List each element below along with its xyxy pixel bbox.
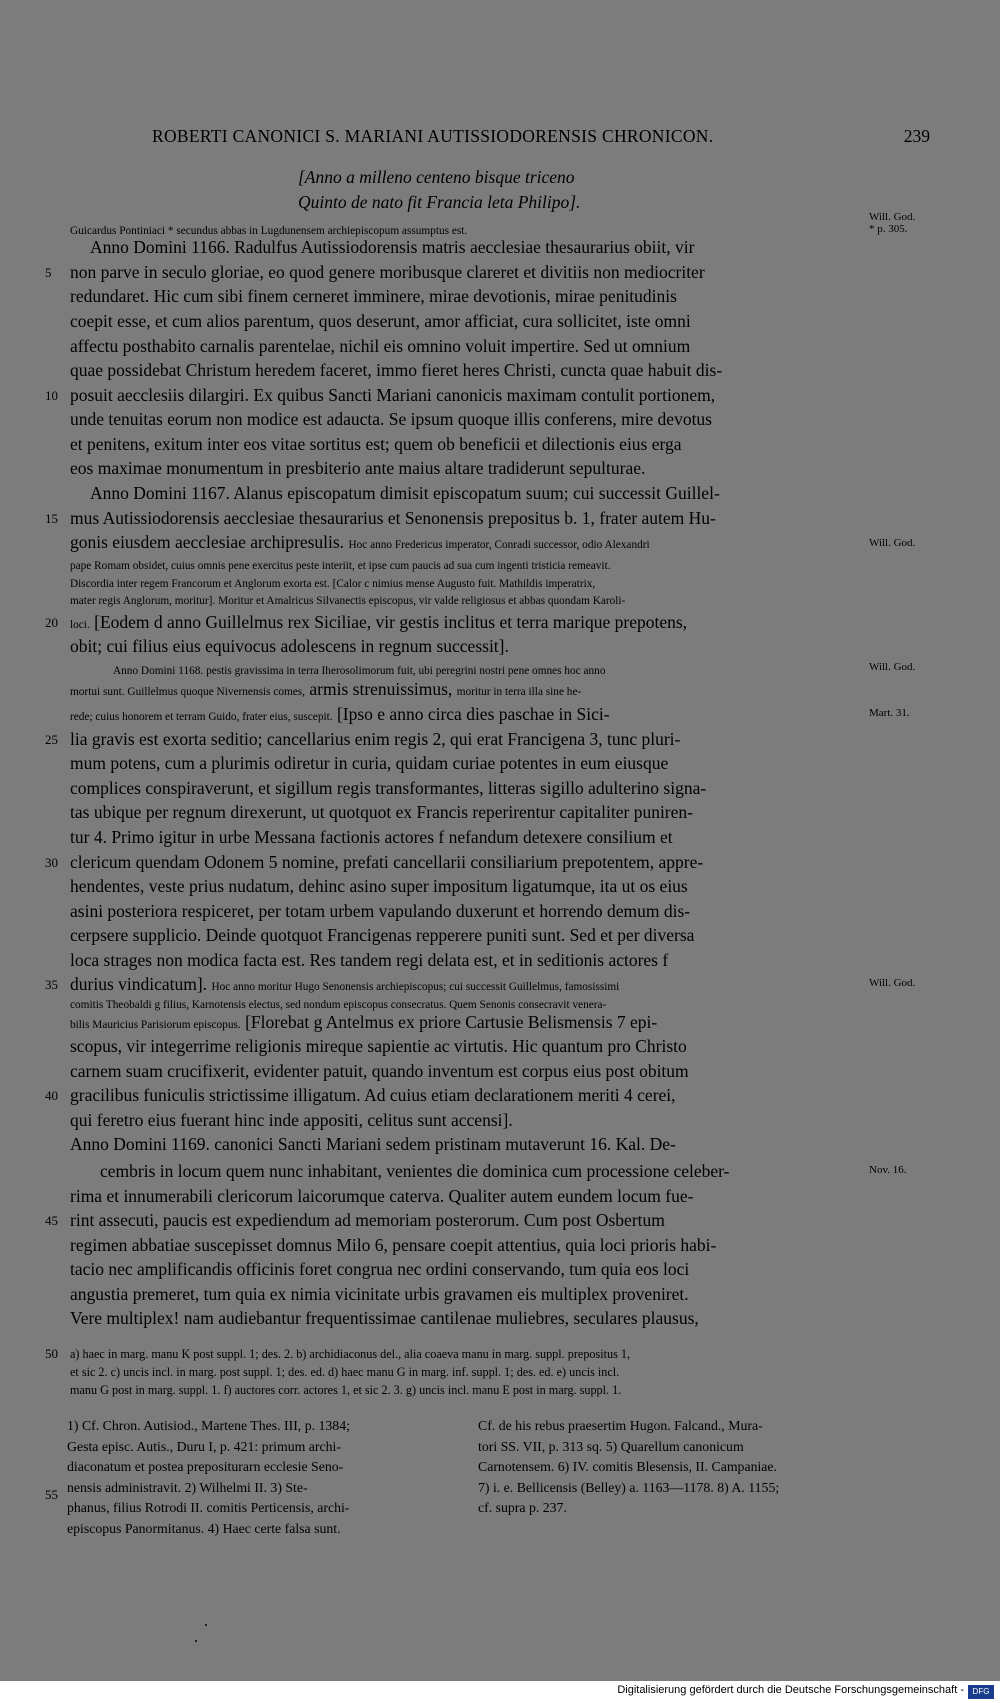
text-line: asini posteriora respiceret, per totam urbem vapulando duxerunt et horrendo demum dis- [70,901,691,921]
text-line: carnem suam crucifixerit, evidenter patuit, quando inventum est corpus eius post obitum [70,1061,689,1081]
footnote-line: Gesta episc. Autis., Duru I, p. 421: primum archi- [67,1438,341,1454]
text-segment: armis strenuissimus, [309,679,453,699]
text-line: clericum quendam Odonem 5 nomine, prefati cancellarii consiliarium prepotentem, appre- [70,852,704,872]
text-segment: bilis Mauricius Parisiorum episcopus. [70,1019,241,1031]
text-segment: gonis eiusdem aecclesiae archipresulis. [70,532,345,552]
running-title: ROBERTI CANONICI S. MARIANI AUTISSIODORENSIS CHRONICON. [152,126,714,146]
scan-speck [195,1640,197,1642]
text-segment: mortui sunt. Guillelmus quoque Nivernensis comes, [70,686,306,698]
text-line: posuit aecclesiis dilargiri. Ex quibus Sancti Mariani canonicis maximam contulit portionem, [70,385,716,405]
marginal-note: Will. God. [869,211,916,223]
line-number: 55 [45,1487,58,1502]
verse-line: Quinto de nato fit Francia leta Philipo]. [298,192,581,212]
footnote-line: diaconatum et postea prepositurarn ecclesie Seno- [67,1459,344,1474]
text-line: regimen abbatiae suscepisset domnus Milo 6, pensare coepit attentius, quia loci prioris habi- [70,1235,717,1255]
line-number: 5 [45,265,52,280]
line-number: 50 [45,1346,58,1361]
line-number: 20 [45,615,58,630]
text-line: complices conspiraverunt, et sigillum regis transformantes, litteras sigillo adulterino signa- [70,778,707,798]
footnotes-left [67,1416,350,1539]
footnote-line: cf. supra p. 237. [478,1500,567,1515]
line-number: 35 [45,977,58,992]
text-line: gracilibus funiculis strictissime illigatum. Ad cuius etiam declarationem meriti 4 cerei, [70,1085,676,1105]
text-line: coepit esse, et cum alios parentum, quos deserunt, amor afficiat, cura sollicitet, iste omni [70,311,691,331]
text-line: quae possidebat Christum heredem faceret, immo fieret heres Christi, cuncta quae habuit dis- [70,360,723,380]
text-line: mater regis Anglorum, moritur]. Moritur et Amalricus Silvanectis episcopus, vir valde religiosus et abbas quondam Karoli- [70,595,626,607]
text-line: Anno Domini 1169. canonici Sancti Mariani sedem pristinam mutaverunt 16. Kal. De- [70,1134,676,1154]
text-line: loca strages non modica facta est. Res tandem regi delata est, et in seditionis actores f [70,950,669,970]
text-line: mum potens, cum a plurimis odiretur in curia, quidam curiae potentes in eum eiusque [70,753,669,773]
page-header [130,126,930,156]
text-line: qui feretro eius fuerant hinc inde appositi, celitus sunt accensi]. [70,1110,513,1130]
footnote-line: nensis administravit. 2) Wilhelmi II. 3) Ste- [67,1479,308,1495]
text-line [70,678,862,703]
footnote-line: 7) i. e. Bellicensis (Belley) a. 1163—1178. 8) A. 1155; [478,1479,780,1495]
marginal-note: * p. 305. [869,223,908,235]
text-line: Anno Domini 1167. Alanus episcopatum dimisit episcopatum suum; cui successit Guillel- [90,483,720,503]
marginal-note: Nov. 16. [869,1164,907,1176]
text-line: tas ubique per regnum direxerunt, ut quotquot ex Francis reperirentur capitaliter puniren- [70,802,693,822]
text-segment: durius vindicatum]. [70,974,208,994]
text-line: Guicardus Pontiniaci * secundus abbas in Lugdunensem archiepiscopum assumptus est. [70,225,468,237]
line-number: 15 [45,511,58,526]
dfg-logo: DFG [968,1685,994,1699]
text-line: Discordia inter regem Francorum et Anglorum exorta est. [Calor c nimius mense Augusto fuit. Mathildis imperatrix, [70,578,596,590]
text-line: et penitens, exitum inter eos vitae sortitus est; quem ob beneficii et dilectionis eius erga [70,434,682,454]
footnote-line: episcopus Panormitanus. 4) Haec certe falsa sunt. [67,1520,341,1536]
text-line: Vere multiplex! nam audiebantur frequentissimae cantilenae muliebres, seculares plausus, [70,1308,699,1328]
footnote-line: phanus, filius Rotrodi II. comitis Perticensis, archi- [67,1500,350,1515]
scan-speck [205,1624,207,1626]
text-line: eos maximae monumentum in presbiterio ante maius altare tradiderunt sepulturae. [70,458,646,478]
line-number: 30 [45,855,58,870]
marginal-note: Will. God. [869,661,916,673]
line-number: 25 [45,732,58,747]
text-line: scopus, vir integerrime religionis mireque sapientie ac virtutis. Hic quantum pro Christo [70,1036,687,1056]
text-line: obit; cui filius eius equivocus adolescens in regnum successit]. [70,636,509,656]
text-line: rint assecuti, paucis est expediendum ad memoriam posterorum. Cum post Osbertum [70,1210,665,1230]
footnote-line: 1) Cf. Chron. Autisiod., Martene Thes. III, p. 1384; [67,1418,350,1433]
text-segment: moritur in terra illa sine he- [456,686,582,698]
text-segment: Hoc anno moritur Hugo Senonensis archiepiscopus; cui successit Guillelmus, famosissimi [211,981,620,993]
text-segment: loci. [70,619,90,631]
text-line: cerpsere supplicio. Deinde quotquot Francigenas repperere puniti sunt. Sed et per diversa [70,925,695,945]
footnote-line: Cf. de his rebus praesertim Hugon. Falcand., Mura- [478,1418,763,1433]
verse-line: [Anno a milleno centeno bisque triceno [298,167,575,187]
digitization-footer [0,1681,1000,1703]
text-segment: Hoc anno Fredericus imperator, Conradi successor, odio Alexandri [348,539,650,551]
text-line: non parve in seculo gloriae, eo quod genere moribusque clareret et divitiis non mediocriter [70,262,705,282]
text-line: lia gravis est exorta seditio; cancellarius enim regis 2, qui erat Francigena 3, tunc pluri- [70,729,681,749]
line-number: 10 [45,388,58,403]
text-line: unde tenuitas eorum non modice est adaucta. Se ipsum quoque illis conferens, mire devotus [70,409,712,429]
textual-note-line: et sic 2. c) uncis incl. in marg. post suppl. 1; des. ed. d) haec manu G in marg. inf. suppl. 1; des. ed. e) uncis incl. [70,1365,620,1379]
text-line: redundaret. Hic cum sibi finem cerneret imminere, mirae devotionis, mirae penitudinis [70,286,677,306]
text-line: pape Romam obsidet, cuius omnis pene exercitus peste interiit, et ipse cum paucis ad sua cum ingenti tristicia remeavit. [70,560,611,572]
line-number: 45 [45,1213,58,1228]
text-line: cembris in locum quem nunc inhabitant, venientes die dominica cum processione celeber- [100,1161,730,1181]
text-line: angustia premeret, tum quia ex nimia vicinitate urbis gravamen eis multiplex proveniret. [70,1284,689,1304]
text-line: tur 4. Primo igitur in urbe Messana factionis actores f nefandum detexere consilium et [70,827,673,847]
text-line: comitis Theobaldi g filius, Karnotensis electus, sed nondum episcopus consecratus. Quem Senonis consecravit venera- [70,999,607,1011]
text-line: affectu posthabito carnalis parentelae, nichil eis omnino voluit impertire. Sed ut omnium [70,336,691,356]
footnote-line: tori SS. VII, p. 313 sq. 5) Quarellum canonicum [478,1438,744,1454]
footnotes-right [478,1416,779,1519]
text-line: hendentes, veste prius nudatum, dehinc asino super impositum ligatumque, ita ut os eius [70,876,688,896]
text-line [70,611,862,636]
marginal-note: Mart. 31. [869,707,910,719]
textual-note-line: manu G post in marg. suppl. 1. f) auctores corr. actores 1, et sic 2. 3. g) uncis incl. manu E post in marg. suppl. 1. [70,1383,622,1397]
footnote-line: Carnotensem. 6) IV. comitis Blesensis, II. Campaniae. [478,1459,778,1474]
text-line: mus Autissiodorensis aecclesiae thesaurarius et Senonensis prepositus b. 1, frater autem Hu- [70,508,716,528]
text-segment: [Eodem d anno Guillelmus rex Siciliae, vir gestis inclitus et terra marique prepotens, [94,612,688,632]
footer-credit: Digitalisierung gefördert durch die Deutsche Forschungsgemeinschaft - [617,1684,964,1696]
page-number: 239 [903,126,930,146]
line-number: 40 [45,1088,58,1103]
text-line [70,531,862,556]
text-segment: [Florebat g Antelmus ex priore Cartusie Belismensis 7 epi- [245,1012,658,1032]
text-line: Anno Domini 1166. Radulfus Autissiodorensis matris aecclesiae thesaurarius obiit, vir [90,237,695,257]
text-line [70,703,862,728]
text-line: tacio nec amplificandis officinis foret congrua nec ordini conservando, tum quia eos loci [70,1259,690,1279]
textual-note-line: a) haec in marg. manu K post suppl. 1; des. 2. b) archidiaconus del., alia coaeva manu in marg. suppl. prepositus 1, [70,1347,631,1361]
text-segment: [Ipso e anno circa dies paschae in Sici- [336,704,610,724]
text-segment: rede; cuius honorem et terram Guido, frater eius, suscepit. [70,711,333,723]
marginal-note: Will. God. [869,977,916,989]
text-line: rima et innumerabili clericorum laicorumque caterva. Qualiter autem eundem locum fue- [70,1186,694,1206]
text-line: Anno Domini 1168. pestis gravissima in terra Iherosolimorum fuit, ubi peregrini nostri pene omnes hoc anno [113,665,606,677]
text-line [70,1011,862,1036]
marginal-note: Will. God. [869,537,916,549]
